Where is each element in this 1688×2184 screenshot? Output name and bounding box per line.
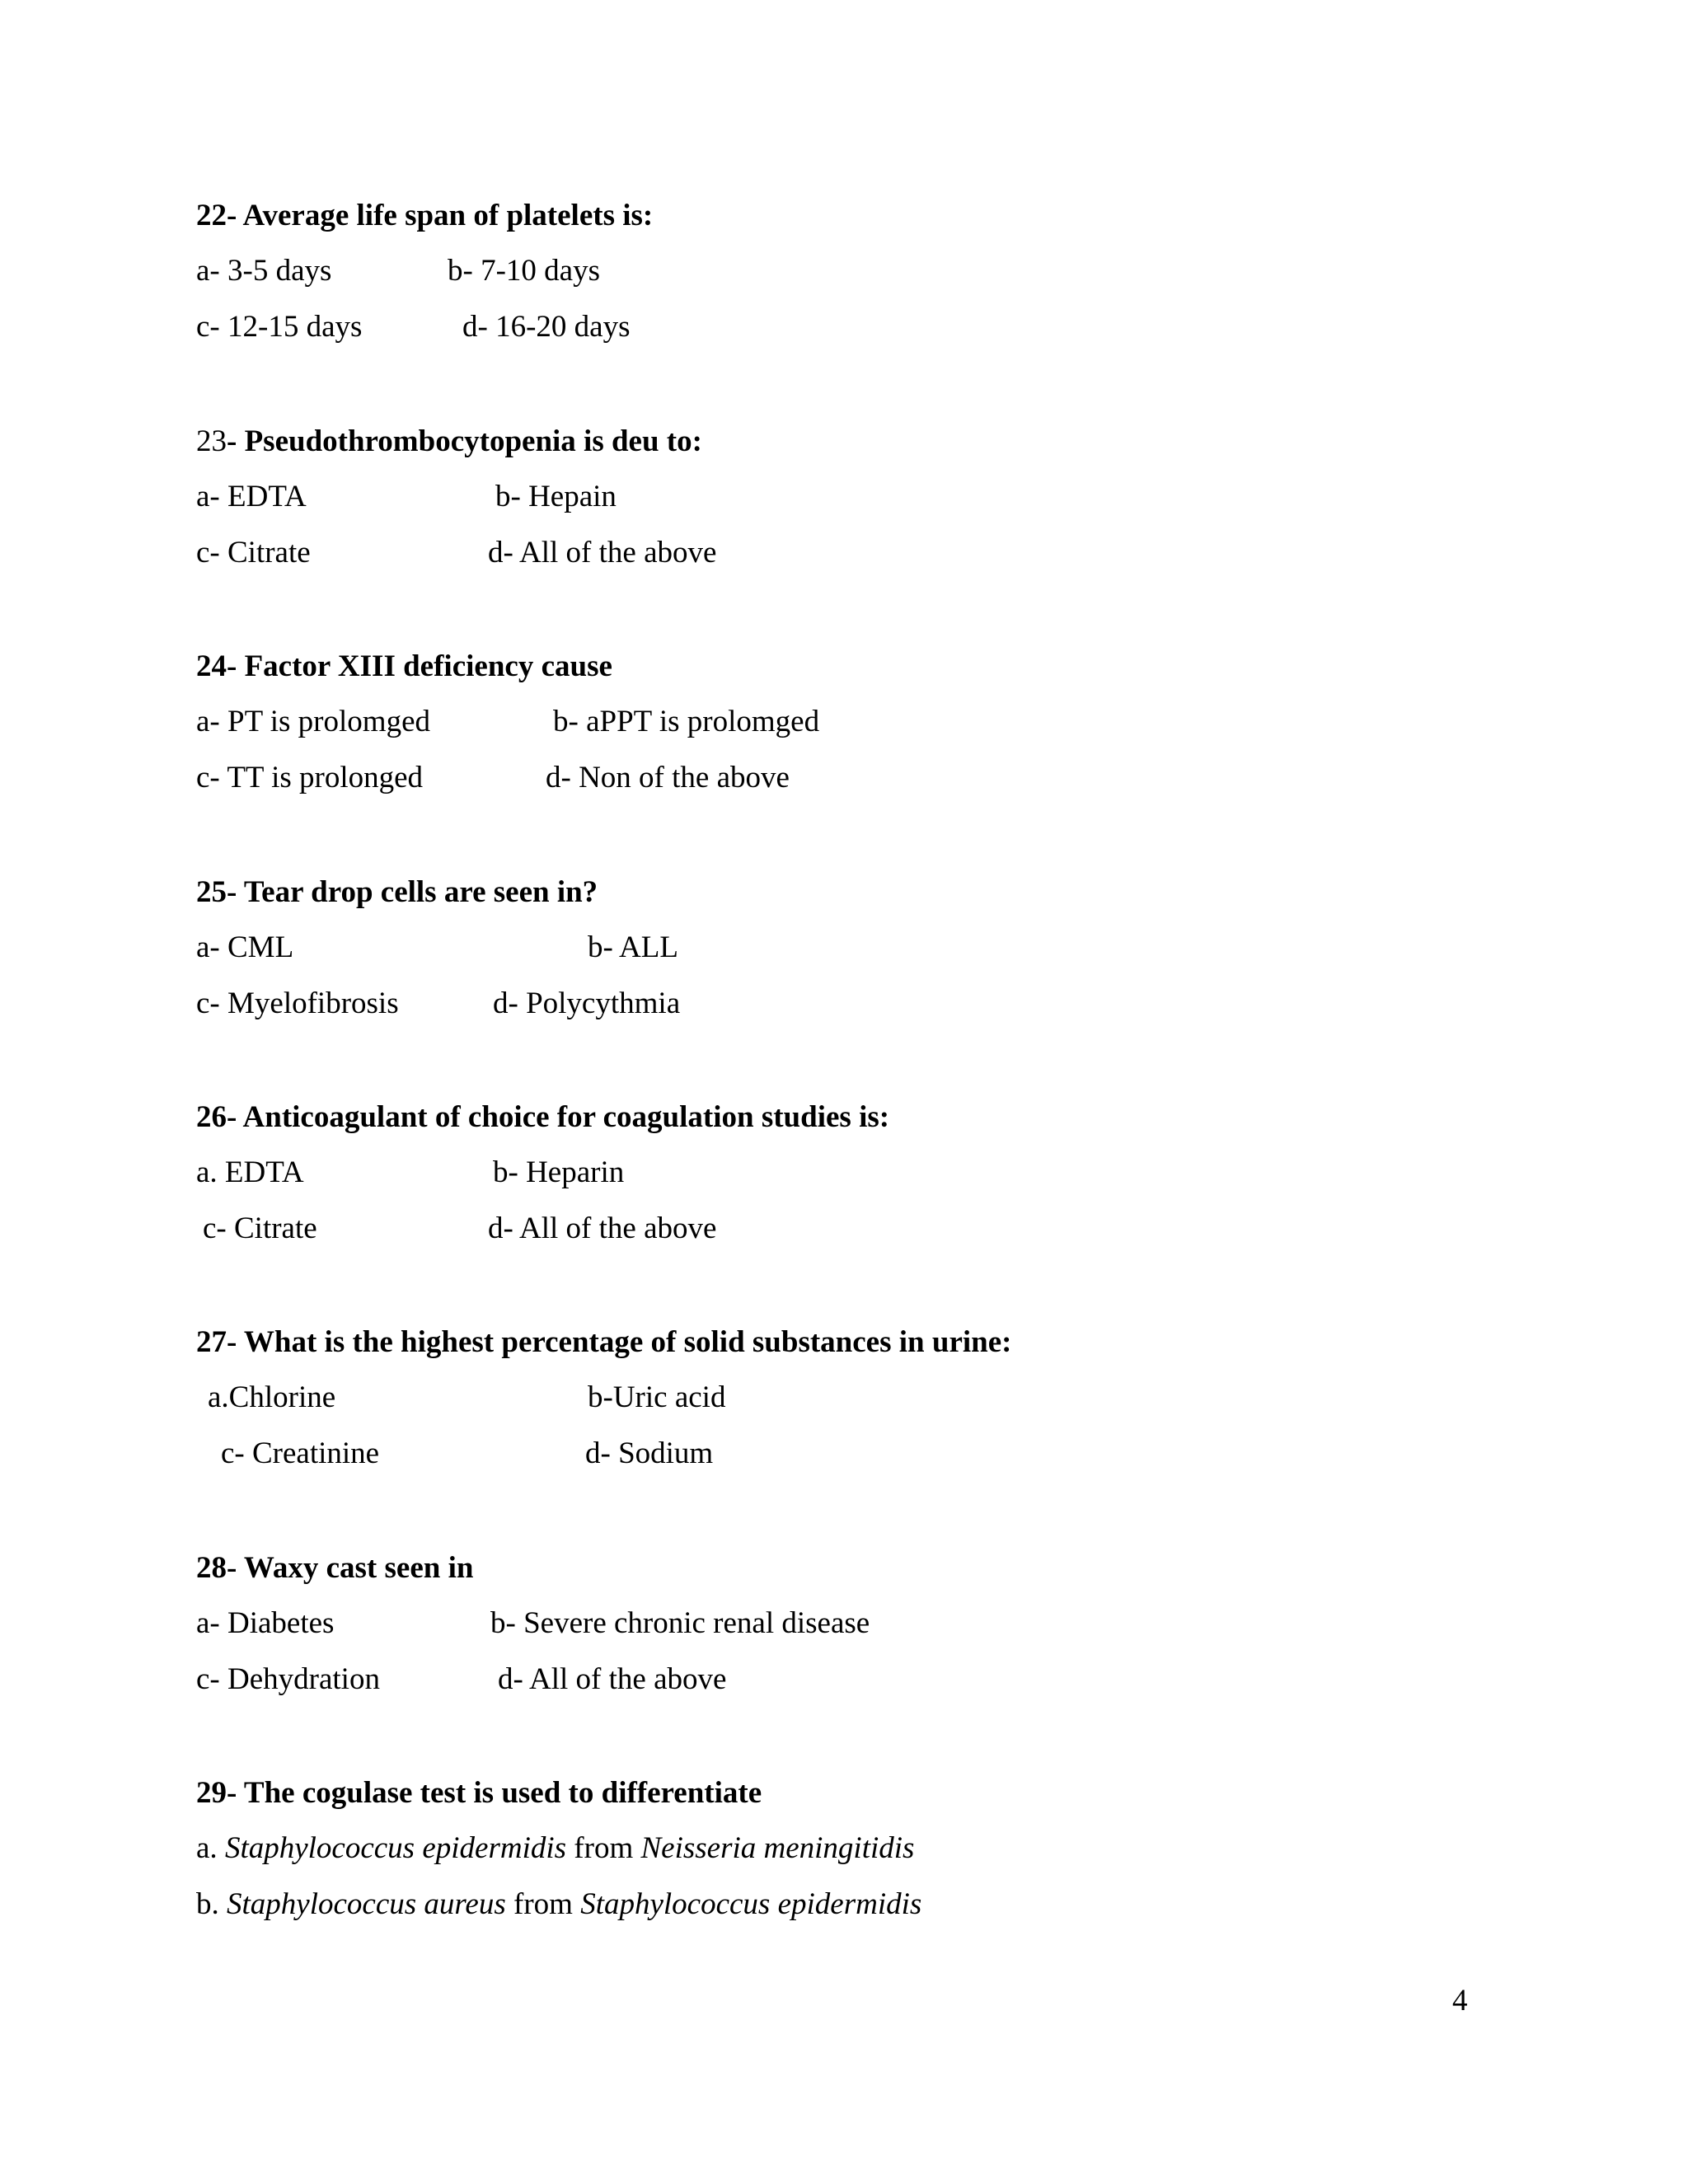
question-25-option-a: a- CML: [196, 930, 294, 964]
question-27-stem: 27- What is the highest percentage of solid substances in urine:: [196, 1325, 1012, 1359]
organism-name: Staphylococcus epidermidis: [224, 1831, 567, 1865]
question-24-stem: 24- Factor XIII deficiency cause: [196, 649, 612, 683]
question-23-stem: [196, 424, 702, 460]
question-25-option-d: d- Polycythmia: [493, 987, 681, 1020]
question-26-option-b: b- Heparin: [493, 1155, 625, 1189]
question-22-option-a: a- 3-5 days: [196, 254, 332, 288]
question-24-option-b: b- aPPT is prolomged: [553, 705, 820, 738]
question-25-option-c: c- Myelofibrosis: [196, 987, 399, 1020]
question-23-number: 23: [196, 424, 227, 458]
question-26-option-c: c- Citrate: [203, 1212, 317, 1245]
connector-text: from: [566, 1831, 641, 1865]
question-25-stem: 25- Tear drop cells are seen in?: [196, 875, 598, 909]
question-28-option-c: c- Dehydration: [196, 1662, 380, 1696]
question-27-option-c: c- Creatinine: [221, 1436, 380, 1470]
question-23-option-b: b- Hepain: [495, 480, 617, 513]
question-28-option-d: d- All of the above: [498, 1662, 727, 1696]
question-24-option-d: d- Non of the above: [546, 761, 790, 794]
organism-name: Staphylococcus epidermidis: [580, 1887, 922, 1921]
question-27-option-d: d- Sodium: [585, 1436, 714, 1470]
question-23-option-a: a- EDTA: [196, 480, 307, 513]
question-29-option-a-prefix: a.: [196, 1831, 225, 1865]
question-25-option-b: b- ALL: [588, 930, 678, 964]
question-26-option-d: d- All of the above: [488, 1212, 717, 1245]
question-29-stem: 29- The cogulase test is used to differentiate: [196, 1776, 762, 1810]
question-26-option-a: a. EDTA: [196, 1155, 304, 1189]
question-28-stem: 28- Waxy cast seen in: [196, 1551, 474, 1585]
question-28-option-a: a- Diabetes: [196, 1606, 335, 1640]
organism-name: Neisseria meningitidis: [640, 1831, 915, 1865]
question-24-option-a: a- PT is prolomged: [196, 705, 430, 738]
question-22-option-d: d- 16-20 days: [462, 310, 631, 344]
question-22-option-b: b- 7-10 days: [448, 254, 600, 288]
question-29-option-a: [196, 1830, 914, 1867]
organism-name: Staphylococcus aureus: [227, 1887, 506, 1921]
question-24-option-c: c- TT is prolonged: [196, 761, 424, 794]
question-27-option-b: b-Uric acid: [588, 1380, 726, 1414]
question-23-option-c: c- Citrate: [196, 536, 311, 569]
question-26-stem: 26- Anticoagulant of choice for coagulation studies is:: [196, 1100, 890, 1134]
question-22-option-c: c- 12-15 days: [196, 310, 363, 344]
question-28-option-b: b- Severe chronic renal disease: [490, 1606, 870, 1640]
question-29-option-b-prefix: b.: [196, 1887, 227, 1921]
question-23-text: - Pseudothrombocytopenia is deu to:: [227, 424, 702, 458]
connector-text: from: [505, 1887, 581, 1921]
question-27-option-a: a.Chlorine: [208, 1380, 336, 1414]
question-29-option-b: [196, 1886, 921, 1923]
question-23-option-d: d- All of the above: [488, 536, 717, 569]
question-22-stem: 22- Average life span of platelets is:: [196, 199, 654, 232]
page-number: 4: [1452, 1984, 1468, 2018]
